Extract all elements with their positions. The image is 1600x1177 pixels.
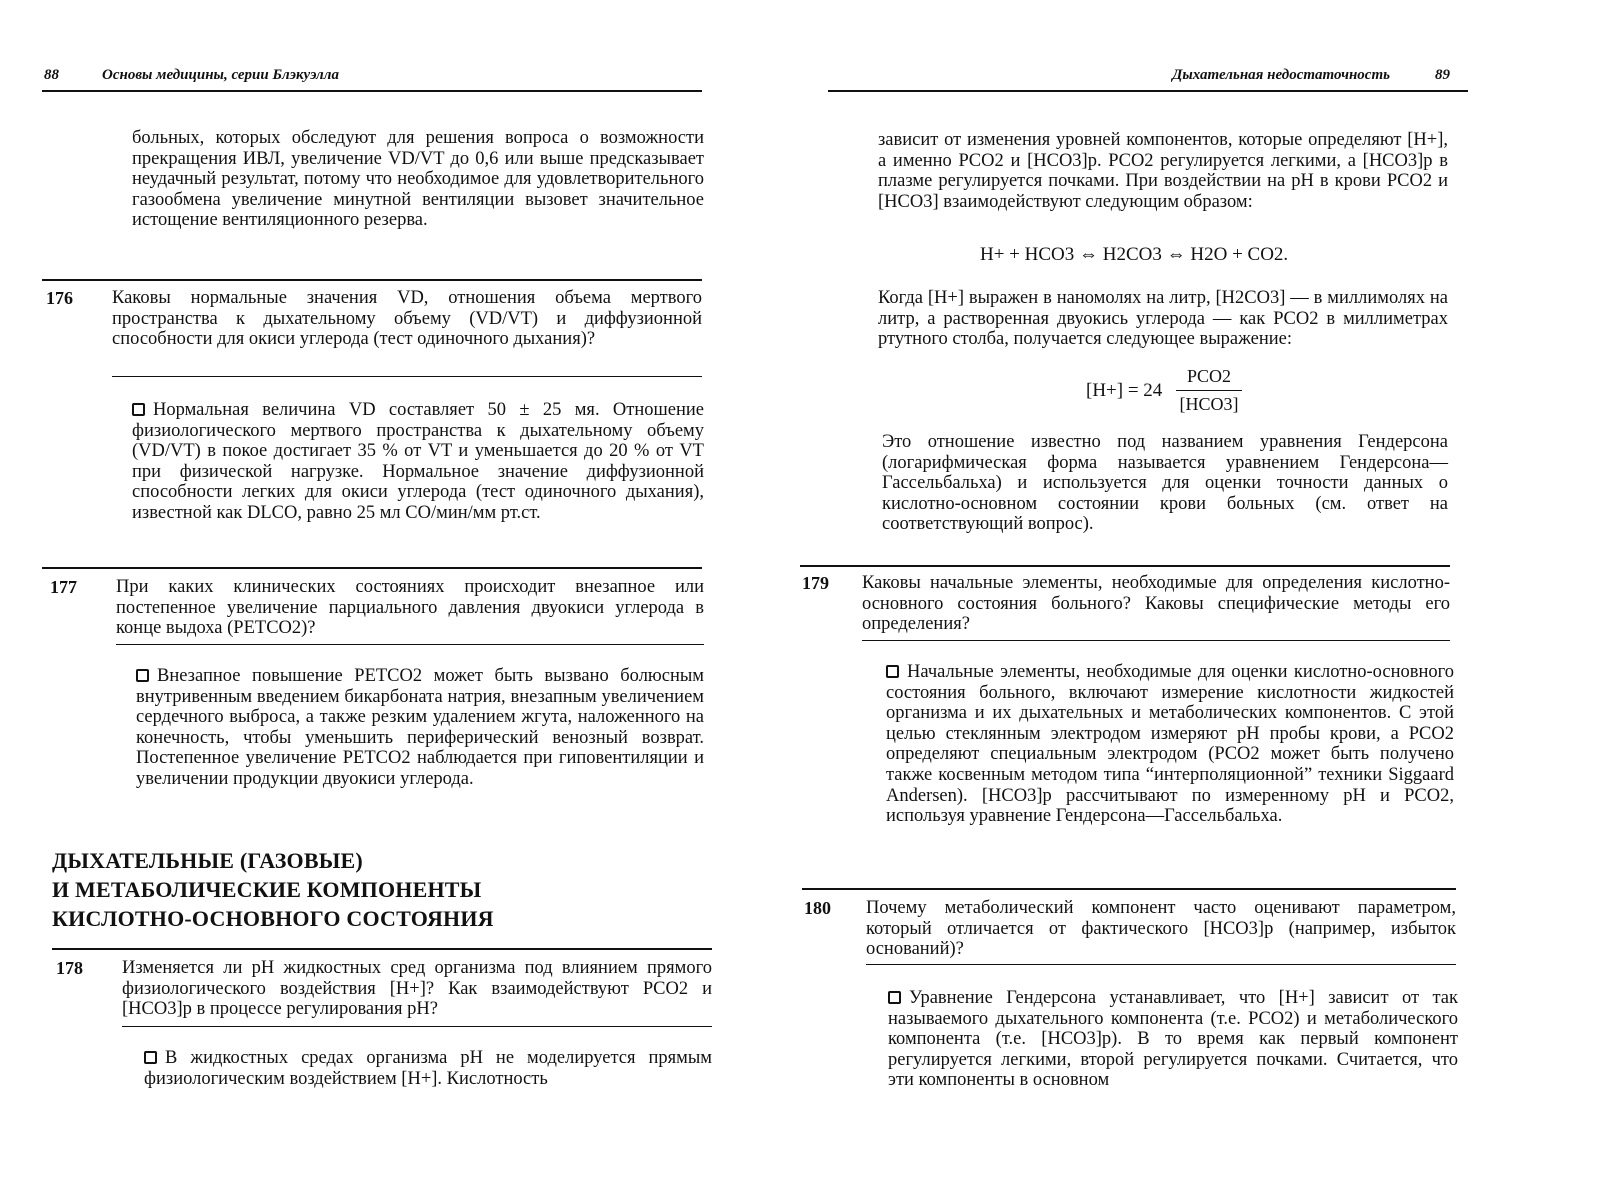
answer-body: Внезапное повышение PETCO2 может быть вызвано болюсным внутривенным введением бикарбоната натрия, внезапным увеличением сердечного выброса, а также резким удалением жгута, наложенного на конечность, чтобы уменьшить периферический венозный возврат. Постепенное увеличение PETCO2 наблюдается при гиповентиляции и увеличении продукции двуокиси углерода. [136, 666, 704, 789]
section-heading-line: ДЫХАТЕЛЬНЫЕ (ГАЗОВЫЕ) [52, 848, 363, 873]
fraction-denominator: [HCO3] [1179, 394, 1239, 414]
question-text: Почему метаболический компонент часто оценивают параметром, который отличается от фактического [HCO3]p (например, избыток оснований)? [866, 898, 1456, 960]
question-text: При каких клинических состояниях происходит внезапное или постепенное увеличение парциального давления двуокиси углерода в конце выдоха (PETCO2)? [116, 577, 704, 639]
question-text: Изменяется ли pH жидкостных сред организма под влиянием прямого физиологического воздействия [H+]? Как взаимодействуют PCO2 и [HCO3]p в процессе регулирования pH? [122, 958, 712, 1020]
answer-checkbox-icon [886, 665, 899, 678]
divider [800, 565, 1450, 567]
fraction-bar [1176, 390, 1242, 391]
section-heading [52, 846, 712, 933]
page-header [828, 62, 1468, 92]
units-paragraph: Когда [H+] выражен в наномолях на литр, [H2CO3] — в миллимолях на литр, а растворенная двуокись углерода — как PCO2 в миллиметрах ртутного столба, получается следующее выражение: [878, 288, 1448, 350]
intro-paragraph: больных, которых обследуют для решения вопроса о возможности прекращения ИВЛ, увеличение VD/VT до 0,6 или выше предсказывает неудачный результат, потому что необходимое для удовлетворительного газообмена увеличение минутной вентиляции вызовет значительное истощение вентиляционного резерва. [132, 128, 704, 231]
answer-body: Нормальная величина VD составляет 50 ± 25 мя. Отношение физиологического мертвого пространства к дыхательному объему (VD/VT) в покое достигает 35 % от VT и уменьшается до 20 % от VT при физической нагрузке. Нормальное значение диффузионной способности легких для окиси углерода (тест одиночного дыхания), известной как DLCO, равно 25 мл CO/мин/мм рт.ст. [132, 400, 704, 523]
running-title: Дыхательная недостаточность [1172, 67, 1390, 83]
question-number: 179 [802, 573, 829, 593]
divider [802, 888, 1456, 890]
page-number: 89 [1435, 67, 1450, 83]
page-number: 88 [44, 67, 59, 83]
answer-body: В жидкостных средах организма pH не моделируется прямым физиологическим воздействием [H+]. Кислотность [144, 1048, 712, 1089]
section-heading-line: КИСЛОТНО-ОСНОВНОГО СОСТОЯНИЯ [52, 906, 494, 931]
divider [116, 644, 704, 645]
answer-checkbox-icon [144, 1051, 157, 1064]
page-header [42, 62, 702, 92]
divider [42, 279, 702, 281]
question-text: Каковы нормальные значения VD, отношения объема мертвого пространства к дыхательному объему (VD/VT) и диффузионной способности для окиси углерода (тест одиночного дыхания)? [112, 288, 702, 350]
divider [112, 376, 702, 377]
question-number: 176 [46, 288, 73, 308]
fraction-numerator: PCO2 [1186, 366, 1231, 386]
answer-text [886, 662, 1454, 827]
answer-text [888, 988, 1458, 1091]
answer-checkbox-icon [136, 669, 149, 682]
right-page [800, 0, 1600, 1177]
running-title: Основы медицины, серии Блэкуэлла [102, 67, 339, 83]
divider [862, 640, 1450, 641]
divider [122, 1026, 712, 1027]
equilibrium-equation: H+ + HCO3 ⇔ H2CO3 ⇔ H2O + CO2. [980, 244, 1289, 265]
divider [52, 948, 712, 950]
answer-checkbox-icon [888, 991, 901, 1004]
answer-body: Начальные элементы, необходимые для оценки кислотно-основного состояния больного, включают измерение кислотности жидкостей организма и их дыхательных и метаболических компонентов. С этой целью стеклянным электродом измеряют pH пробы крови, а PCO2 определяют специальным электродом (PCO2 может быть получено также косвенным методом типа “интерполяционной” техники Siggaard Andersen). [HCO3]p рассчитывают по измеренному pH и PCO2, используя уравнение Гендерсона—Гассельбальха. [886, 662, 1454, 827]
question-text: Каковы начальные элементы, необходимые для определения кислотно-основного состояния больного? Каковы специфические методы его определения? [862, 573, 1450, 635]
question-number: 180 [804, 898, 831, 918]
continuation-paragraph: зависит от изменения уровней компонентов, которые определяют [H+], а именно PCO2 и [HCO3]p. PCO2 регулируется легкими, а [HCO3]p в плазме регулируется почками. При воздействии на pH в крови PCO2 и [HCO3] взаимодействуют следующим образом: [878, 130, 1448, 212]
answer-text [144, 1048, 712, 1089]
henderson-equation [1086, 380, 1162, 402]
section-heading-line: И МЕТАБОЛИЧЕСКИЕ КОМПОНЕНТЫ [52, 877, 482, 902]
henderson-fraction [1174, 366, 1244, 418]
answer-text [132, 400, 704, 524]
henderson-lhs: [H+] = 24 [1086, 380, 1163, 401]
question-number: 178 [56, 958, 83, 978]
answer-text [136, 666, 704, 790]
answer-body: Уравнение Гендерсона устанавливает, что [H+] зависит от так называемого дыхательного компонента (т.е. PCO2) и метаболического компонента (т.е. [HCO3]p). В то время как первый компонент регулируется легкими, второй регулируется почками. Считается, что эти компоненты в основном [888, 988, 1458, 1091]
henderson-paragraph: Это отношение известно под названием уравнения Гендерсона (логарифмическая форма называется уравнением Гендерсона—Гассельбальха) и используется для оценки точности данных о кислотно-основном состоянии крови больных (см. ответ на соответствующий вопрос). [882, 432, 1448, 535]
divider [866, 964, 1456, 965]
answer-checkbox-icon [132, 403, 145, 416]
divider [42, 567, 702, 569]
question-number: 177 [50, 577, 77, 597]
